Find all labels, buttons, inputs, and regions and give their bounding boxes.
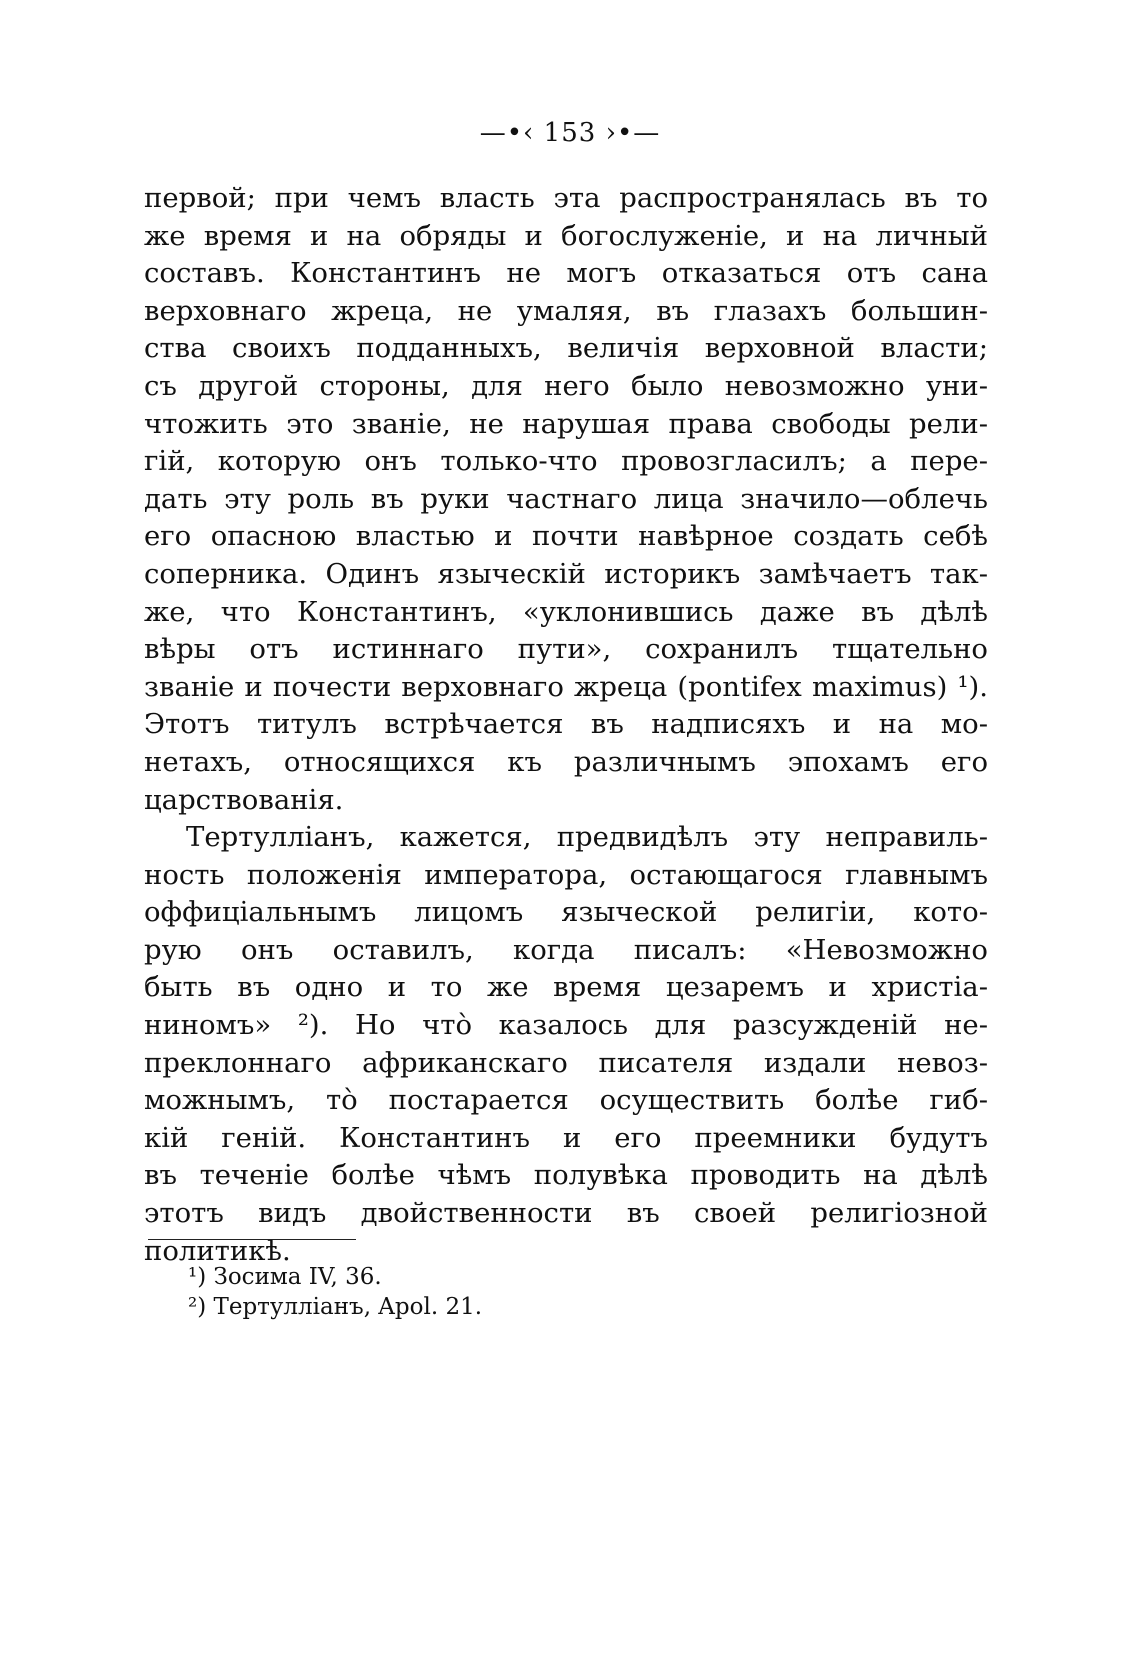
text-line: вѣры отъ истиннаго пути», сохранилъ тщательно <box>144 633 988 666</box>
paragraph-2 <box>144 819 988 1270</box>
text-line: ниномъ» ²). Но что̀ казалось для разсужденій не- <box>144 1009 988 1042</box>
text-line: чтожить это званіе, не нарушая права свободы рели- <box>144 407 988 440</box>
text-line: ность положенія императора, остающагося главнымъ <box>144 858 988 891</box>
text-line: кій геній. Константинъ и его преемники будутъ <box>144 1121 988 1154</box>
text-line: соперника. Одинъ языческій историкъ замѣчаетъ так- <box>144 557 988 590</box>
text-line: званіе и почести верховнаго жреца (pontifex maximus) ¹). <box>144 670 988 703</box>
text-line: дать эту роль въ руки частнаго лица значило—облечь <box>144 482 988 515</box>
footnote-2: ²) Тертулліанъ, Apol. 21. <box>188 1294 483 1320</box>
text-line: же, что Константинъ, «уклонившись даже въ дѣлѣ <box>144 595 988 628</box>
text-line: нетахъ, относящихся къ различнымъ эпохамъ его <box>144 745 988 778</box>
text-line: преклоннаго африканскаго писателя издали невоз- <box>144 1046 988 1079</box>
text-line: этотъ видъ двойственности въ своей религіозной <box>144 1197 988 1230</box>
text-line: политикѣ. <box>144 1234 291 1267</box>
text-line: ства своихъ подданныхъ, величія верховной власти; <box>144 332 988 365</box>
text-line: царствованія. <box>144 783 344 816</box>
text-line: Тертулліанъ, кажется, предвидѣлъ эту неправиль- <box>186 821 988 854</box>
text-line: можнымъ, то̀ постарается осуществить болѣе гиб- <box>144 1084 988 1117</box>
page-number: —•‹ 153 ›•— <box>479 118 661 148</box>
text-line: же время и на обряды и богослуженіе, и на личный <box>144 219 988 252</box>
body-text <box>144 180 988 1270</box>
text-line: Этотъ титулъ встрѣчается въ надписяхъ и на мо- <box>144 708 988 741</box>
text-line: первой; при чемъ власть эта распространялась въ то <box>144 182 988 214</box>
text-line: съ другой стороны, для него было невозможно уни- <box>144 369 988 402</box>
text-line: рую онъ оставилъ, когда писалъ: «Невозможно <box>144 933 988 966</box>
footnotes <box>188 1262 482 1322</box>
text-line: въ теченіе болѣе чѣмъ полувѣка проводить на дѣлѣ <box>144 1159 988 1192</box>
footnote-1: ¹) Зосима IV, 36. <box>188 1264 382 1290</box>
footnote-divider <box>148 1239 356 1240</box>
text-line: составъ. Константинъ не могъ отказаться отъ сана <box>144 257 988 290</box>
text-line: оффиціальнымъ лицомъ языческой религіи, кото- <box>144 896 988 929</box>
text-line: гій, которую онъ только-что провозгласилъ; а пере- <box>144 445 988 478</box>
text-line: верховнаго жреца, не умаляя, въ глазахъ большин- <box>144 294 988 327</box>
paragraph-1 <box>144 180 988 819</box>
text-line: его опасною властью и почти навѣрное создать себѣ <box>144 520 988 553</box>
text-line: быть въ одно и то же время цезаремъ и христіа- <box>144 971 988 1004</box>
